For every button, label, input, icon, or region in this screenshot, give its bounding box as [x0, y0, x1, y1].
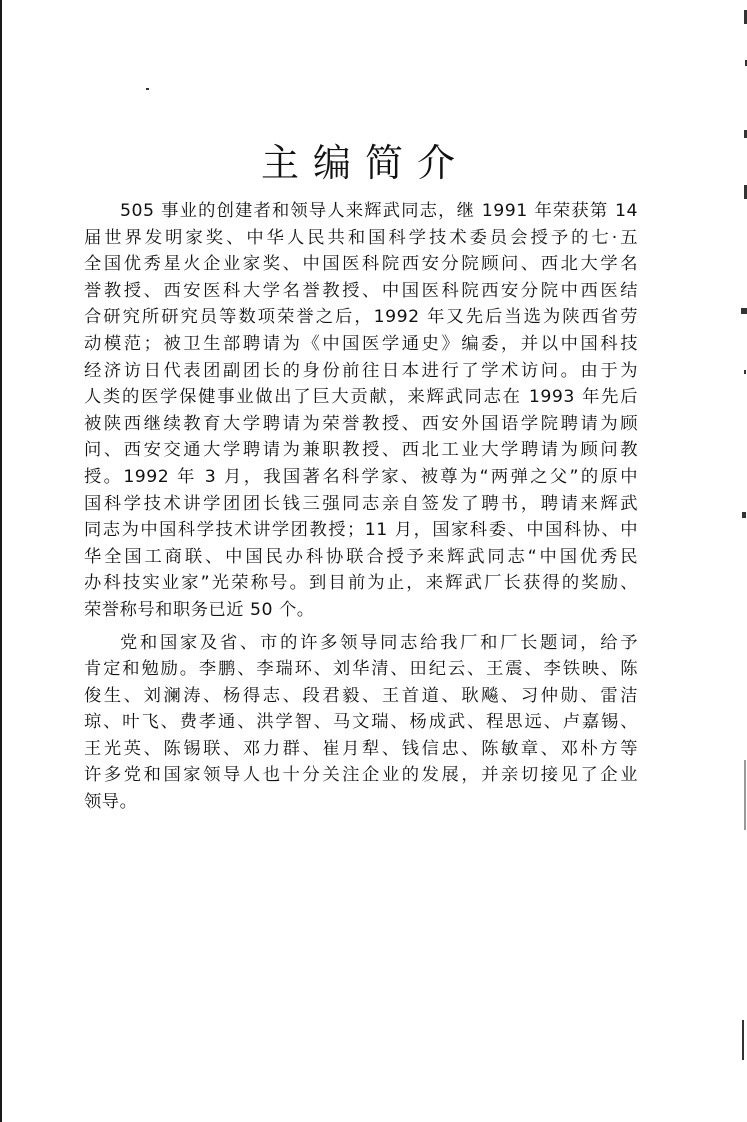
text-line: 届世界发明家奖、中华人民共和国科学技术委员会授予的七·五 [84, 227, 638, 248]
text-line: 问、西安交通大学聘请为兼职教授、西北工业大学聘请为顾问教 [84, 440, 638, 461]
text-line: 人类的医学保健事业做出了巨大贡献，来辉武同志在 1993 年先后 [84, 387, 638, 408]
paragraph-2 [84, 630, 638, 816]
text-line: 誉教授、西安医科大学名誉教授、中国医科院西安分院中西医结 [84, 280, 638, 301]
scan-noise [146, 88, 149, 90]
text-line: 荣誉称号和职务已近 50 个。 [84, 599, 315, 620]
page-title: 主编简介 [260, 141, 469, 185]
scan-noise [742, 512, 746, 518]
paragraph-1 [84, 198, 638, 624]
text-line: 肯定和勉励。李鹏、李瑞环、刘华清、田纪云、王震、李铁映、陈 [84, 659, 638, 680]
text-line: 授。1992 年 3 月，我国著名科学家、被尊为“两弹之父”的原中 [84, 466, 638, 487]
body-text [84, 198, 638, 816]
text-line: 505 事业的创建者和领导人来辉武同志，继 1991 年荣获第 14 [120, 201, 638, 221]
text-line: 动模范；被卫生部聘请为《中国医学通史》编委，并以中国科技 [84, 333, 638, 354]
text-line: 全国优秀星火企业家奖、中国医科院西安分院顾问、西北大学名 [84, 254, 638, 275]
text-line: 被陕西继续教育大学聘请为荣誉教授、西安外国语学院聘请为顾 [84, 413, 638, 434]
text-line: 党和国家及省、市的许多领导同志给我厂和厂长题词，给予 [120, 632, 638, 653]
scan-noise [742, 1020, 744, 1060]
text-line: 办科技实业家”光荣称号。到目前为止，来辉武厂长获得的奖励、 [84, 573, 638, 594]
scan-noise [741, 308, 747, 314]
text-line: 王光英、陈锡联、邓力群、崔月犁、钱信忠、陈敏章、邓朴方等 [84, 738, 638, 759]
text-line: 许多党和国家领导人也十分关注企业的发展，并亲切接见了企业 [84, 765, 638, 786]
text-line: 俊生、刘澜涛、杨得志、段君毅、王首道、耿飚、习仲勋、雷洁 [84, 685, 638, 706]
text-line: 同志为中国科学技术讲学团教授；11 月，国家科委、中国科协、中 [84, 520, 638, 541]
text-line: 合研究所研究员等数项荣誉之后，1992 年又先后当选为陕西省劳 [84, 307, 638, 328]
text-line: 琼、叶飞、费孝通、洪学智、马文瑞、杨成武、程思远、卢嘉锡、 [84, 712, 638, 733]
text-line: 国科学技术讲学团团长钱三强同志亲自签发了聘书，聘请来辉武 [84, 493, 638, 514]
scan-noise [744, 760, 746, 830]
text-line: 华全国工商联、中国民办科协联合授予来辉武同志“中国优秀民 [84, 546, 638, 567]
scan-noise [744, 370, 746, 374]
text-line: 经济访日代表团副团长的身份前往日本进行了学术访问。由于为 [84, 360, 638, 381]
text-line: 领导。 [84, 792, 138, 813]
